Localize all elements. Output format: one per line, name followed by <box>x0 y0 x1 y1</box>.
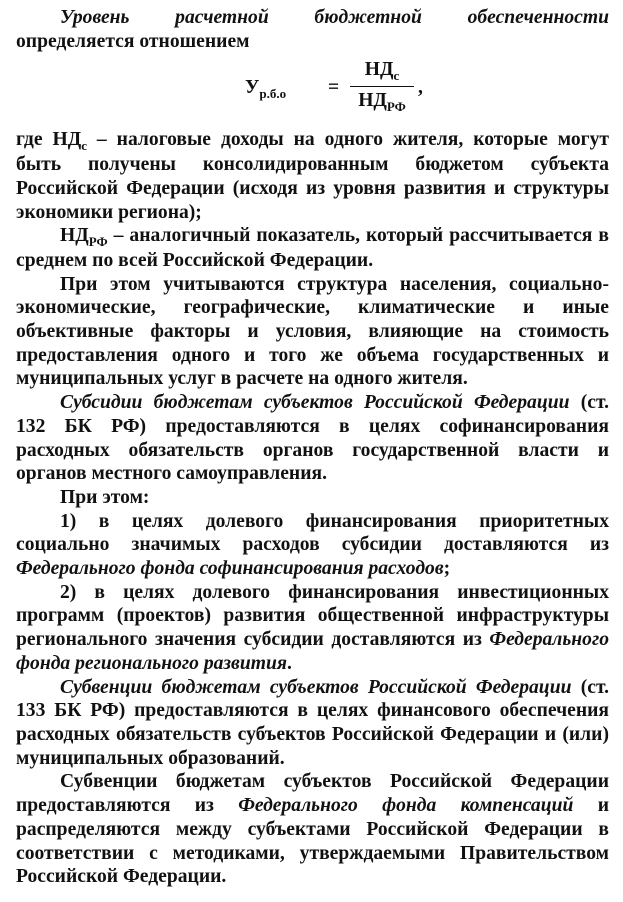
list-item-text: 1) в целях долевого финансирования приоритетных социально значимых расходов субсидии доставляются из <box>16 510 609 556</box>
list-item-1 <box>16 510 609 581</box>
term-budget-sufficiency-level: Уровень расчетной бюджетной обеспеченности <box>60 7 609 28</box>
definition-term: НД <box>60 225 89 247</box>
numerator-symbol: НД <box>364 59 394 81</box>
paragraph-factors: При этом учитываются структура населения, социально-экономические, географические, климатические и иные объективные факторы и условия, влияющие на стоимость предоставления одного и того же объема государственных и муниципальных услуг в расчете на одного жителя. <box>16 273 609 390</box>
paragraph-text: (ст. 133 БК РФ) предоставляются в целях финансового обеспечения расходных обязательств субъектов Российской Федерации и (или) муниципальных образований. <box>16 676 609 769</box>
paragraph-text: определяется отношением <box>16 30 250 52</box>
list-item-punctuation: . <box>286 652 292 674</box>
term-cofinancing-fund: Федерального фонда софинансирования расходов <box>16 558 444 580</box>
denominator-symbol: НД <box>358 90 387 112</box>
paragraph-nd-s-definition <box>16 128 609 224</box>
formula-lhs-subscript: р.б.о <box>259 86 287 102</box>
definition-term-subscript: с <box>81 138 87 154</box>
formula-lhs-symbol: У <box>245 77 260 99</box>
list-item-punctuation: ; <box>443 558 451 580</box>
formula-trailing-comma: , <box>418 77 423 99</box>
budget-sufficiency-formula <box>16 58 609 120</box>
term-subventions: Субвенции бюджетам субъектов Российской Федерации <box>60 676 572 698</box>
paragraph-subsidies <box>16 391 609 486</box>
term-compensation-fund: Федерального фонда компенсаций <box>238 795 574 817</box>
paragraph-budget-sufficiency-level <box>16 6 609 53</box>
definition-term-subscript: РФ <box>88 234 108 250</box>
paragraph-text: и распределяются между субъектами Российской Федерации в соответствии с методиками, утверждаемыми Правительством Российской Федерации. <box>16 795 609 888</box>
fraction-bar <box>350 86 414 87</box>
paragraph-at-that: При этом: <box>60 486 150 508</box>
paragraph-text: – аналогичный показатель, который рассчитывается в среднем по всей Российской Федерации. <box>16 225 609 271</box>
formula-numerator <box>350 58 414 83</box>
paragraph-text: Субвенции бюджетам субъектов Российской Федерации предоставляются из <box>16 771 609 817</box>
paragraph-text: (ст. 132 БК РФ) предоставляются в целях софинансирования расходных обязательств органов государственной власти и органов местного самоуправления. <box>16 392 610 485</box>
formula-equals-sign: = <box>328 77 340 99</box>
formula-fraction <box>350 58 414 114</box>
list-item-text: 2) в целях долевого финансирования инвестиционных программ (проектов) развития общественной инфраструктуры регионального значения субсидии доставляются из <box>16 581 609 651</box>
term-subsidies: Субсидии бюджетам субъектов Российской Федерации <box>60 392 570 414</box>
numerator-subscript: с <box>393 68 400 84</box>
paragraph-text: – налоговые доходы на одного жителя, которые могут быть получены консолидированным бюджетом субъекта Российской Федерации (исходя из уровня развития и структуры экономики региона); <box>16 129 610 223</box>
term-regional-development-fund: Федерального фонда регионального развития <box>16 629 609 674</box>
paragraph-nd-rf-definition <box>16 224 609 272</box>
denominator-subscript: РФ <box>386 99 406 115</box>
paragraph-subventions <box>16 676 609 771</box>
paragraph-compensation-fund <box>16 770 609 889</box>
list-item-2 <box>16 581 609 676</box>
formula-denominator <box>350 89 414 114</box>
formula-lhs <box>245 76 286 101</box>
definition-term: где НД <box>16 129 82 151</box>
